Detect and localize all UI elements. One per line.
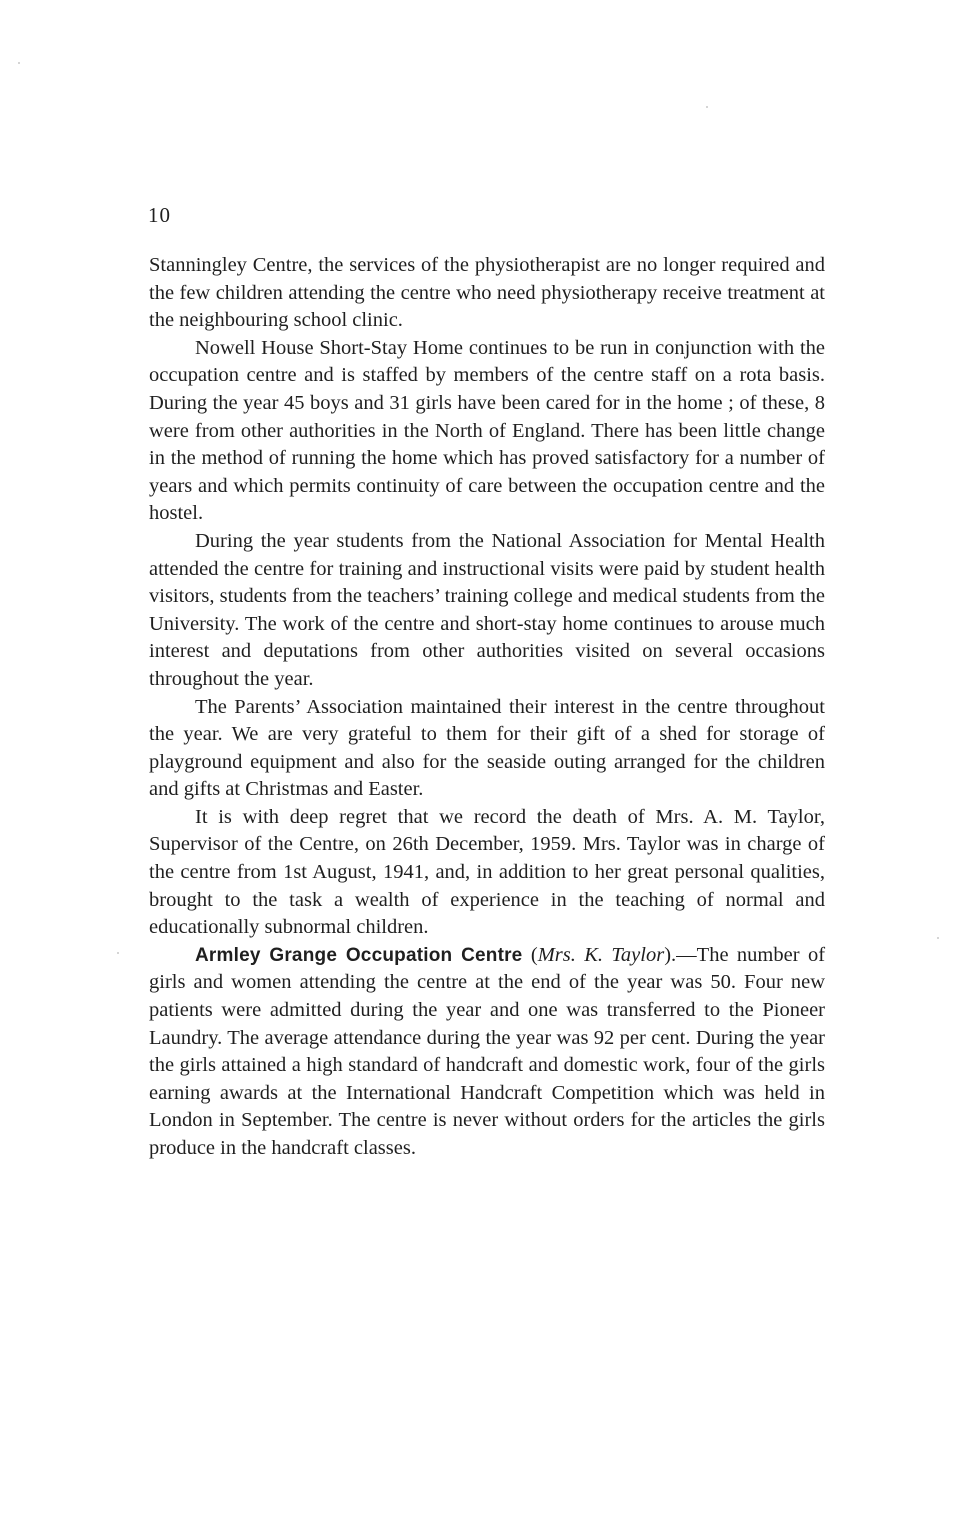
body-text <box>149 252 825 1163</box>
section-body-text: The number of girls and women attending the centre at the end of the year was 50. Four new patients were admitted during the year and one was transferred to the Pioneer Laundry. The average attendance during the year was 92 per cent. During the year the girls attained a high standard of handcraft and domestic work, four of the girls earning awards at the International Handcraft Competition which was held in London in September. The centre is never without orders for the articles the girls produce in the handcraft classes. <box>149 943 826 1159</box>
paragraph-parents-association: The Parents’ Association maintained their interest in the centre throughout the year. We are very grateful to them for their gift of a shed for storage of playground equipment and also for the seaside outing arranged for the children and gifts at Christmas and Easter. <box>149 695 825 801</box>
supervisor-name: Mrs. K. Taylor <box>537 943 665 966</box>
paragraph-stanningley-continuation: Stanningley Centre, the services of the physiotherapist are no longer required and the few children attending the centre who need physiotherapy receive treatment at the neighbouring school clinic. <box>149 254 825 332</box>
supervisor-open-paren: ( <box>522 943 538 966</box>
paper-speck <box>18 62 20 64</box>
paper-speck <box>706 106 708 108</box>
section-heading: Armley Grange Occupation Centre <box>195 944 523 966</box>
paragraph-obituary: It is with deep regret that we record the death of Mrs. A. M. Taylor, Supervisor of the Centre, on 26th December, 1959. Mrs. Taylor was in charge of the centre from 1st August, 1941, and, in addition to her great personal qualities, brought to the task a wealth of experience in the teaching of normal and educationally subnormal children. <box>149 805 825 939</box>
supervisor-close-paren: ).— <box>664 943 697 966</box>
paragraph-students-training: During the year students from the National Association for Mental Health attended the centre for training and instructional visits were paid by student health visitors, students from the teachers’ training college and medical students from the University. The work of the centre and short-stay home continues to arouse much interest and deputations from other authorities visited on several occasions throughout the year. <box>149 529 825 690</box>
page-number: 10 <box>148 203 171 227</box>
paper-speck <box>937 937 939 939</box>
paper-speck <box>117 952 119 954</box>
paragraph-armley-grange <box>149 942 825 1163</box>
paragraph-nowell-house: Nowell House Short-Stay Home continues to be run in conjunction with the occupation centre and is staffed by members of the centre staff on a rota basis. During the year 45 boys and 31 girls have been cared for in the home ; of these, 8 were from other authorities in the North of England. There has been little change in the method of running the home which has proved satisfactory for a number of years and which permits continuity of care between the occupation centre and the hostel. <box>149 336 825 525</box>
